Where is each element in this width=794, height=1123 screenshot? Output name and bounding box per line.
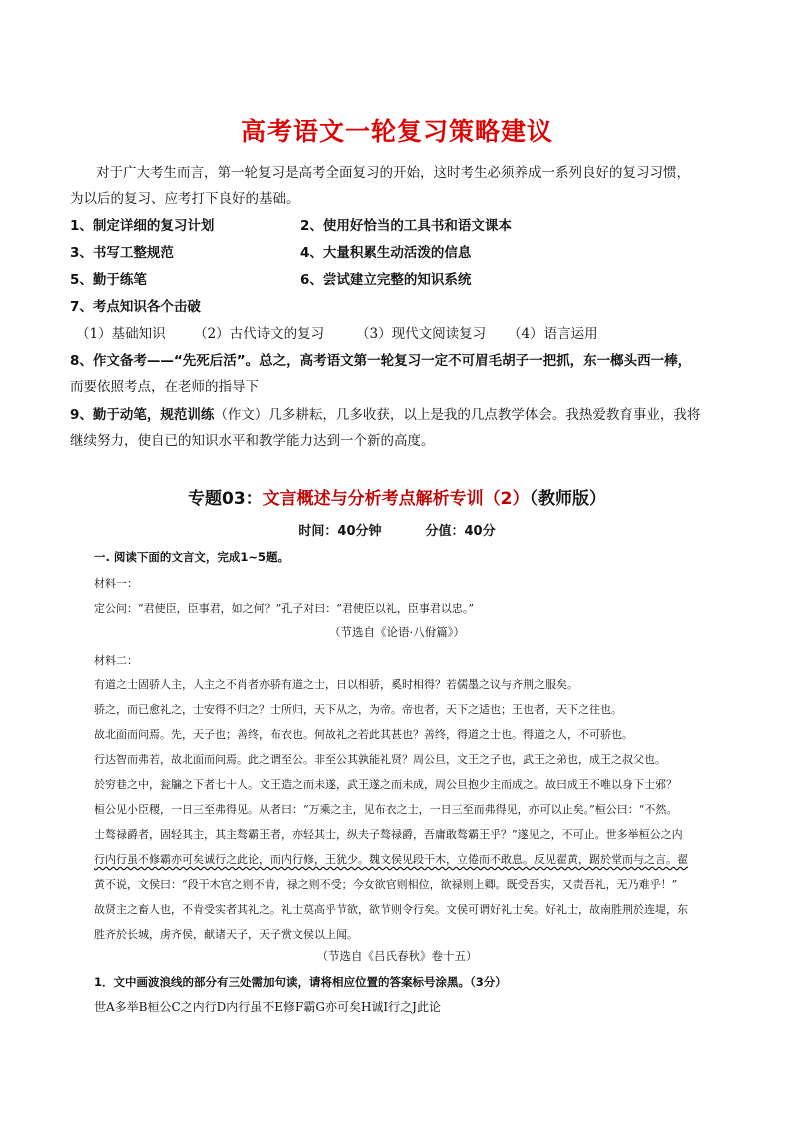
passage-line: 行达智而弗若，故北面而问焉。此之谓至公。非至公其孰能礼贤？周公旦，文王之子也，武王之弟也，成王之叔父也。 — [94, 753, 666, 766]
tip-2: 2、使用好恰当的工具书和语文课本 — [300, 218, 512, 234]
passage-line: 胜齐於长城，虏齐侯，献诸天子，天子赏文侯以上闻。 — [94, 928, 358, 941]
passage-line: 故贤主之畜人也，不肯受实者其礼之。礼士莫高乎节欲，欲节则令行矣。文侯可谓好礼士矣。好礼士，故南胜荆於连堤，东 — [94, 903, 688, 916]
tip-7: 7、考点知识各个击破 — [70, 299, 201, 315]
intro-line-1: 对于广大考生而言，第一轮复习是高考全面复习的开始，这时考生必须养成一系列良好的复习习惯， — [96, 165, 690, 181]
passage-line: 黄不说，文侯曰：“段干木官之则不肯，禄之则不受；今女欲官则相位，欲禄则上卿。既受吾实，又责吾礼，无乃难乎！” — [94, 878, 678, 891]
section-heading: 一. 阅读下面的文言文，完成1~5题。 — [94, 550, 290, 564]
tip-9-text: （作文）几多耕耘，几多收获，以上是我的几点教学体会。我热爱教育事业，我将 — [214, 407, 701, 423]
intro-line-2: 为以后的复习、应考打下良好的基础。 — [70, 191, 300, 207]
score-total: 分值：40分 — [425, 524, 496, 539]
tip-7-item: （4）语言运用 — [508, 326, 598, 342]
question-1-options: 世A多举B桓公C之内行D内行虽不E修F霸G亦可矣H诚I行之J此论 — [94, 1000, 441, 1014]
passage-line: 骄之，而已愈礼之，士安得不归之？士所归，天下从之，为帝。帝也者，天下之适也；王也者，天下之往也。 — [94, 703, 622, 716]
worksheet-title — [0, 484, 794, 509]
tip-5: 5、勤于练笔 — [70, 272, 147, 288]
tip-8-lead: 8、作文备考—— — [70, 353, 174, 369]
time-limit: 时间：40分钟 — [298, 524, 382, 539]
tip-9-line-1 — [70, 402, 700, 428]
tip-9-lead: 9、勤于动笔，规范训练 — [70, 407, 215, 423]
tip-8-line-1 — [70, 348, 691, 374]
tip-4: 4、大量积累生动活泼的信息 — [300, 245, 472, 261]
worksheet-title-suffix: （教师版） — [529, 489, 606, 509]
tip-7-item: （2）古代诗文的复习 — [194, 326, 325, 342]
material-2-label: 材料二： — [94, 654, 138, 667]
passage-line: 於穷巷之中，瓮牖之下者七十人。文王造之而未遂，武王遂之而未成，周公旦抱少主而成之。故曰成王不唯以身下士邪？ — [94, 778, 677, 791]
material-1-source: （节选自《论语·八佾篇》） — [329, 625, 465, 639]
tip-3: 3、书写工整规范 — [70, 245, 174, 261]
passage-line: 桓公见小臣稷，一日三至弗得见。从者曰：“万乘之主，见布衣之士，一日三至而弗得见，亦可以止矣。”桓公曰：“不然。 — [94, 803, 678, 816]
material-1-label: 材料一： — [94, 577, 138, 590]
worksheet-title-prefix: 专题03： — [188, 489, 263, 509]
tip-7-item: （1）基础知识 — [76, 326, 166, 342]
tip-8-line-2: 而要依照考点，在老师的指导下 — [70, 379, 259, 395]
tip-8-text: “先死后活”。总之，高考语文第一轮复习一定不可眉毛胡子一把抓，东一榔头西一棒， — [173, 353, 692, 369]
tip-7-item: （3）现代文阅读复习 — [356, 326, 487, 342]
passage-line-wavy: 行内行虽不修霸亦可矣诚行之此论，而内行修，王犹少。魏文侯见段干木，立倦而不敢息。反见翟黄，踞於堂而与之言。翟 — [94, 853, 688, 866]
question-1: 1．文中画波浪线的部分有三处需加句读，请将相应位置的答案标号涂黑。（3分） — [94, 975, 507, 989]
tip-1: 1、制定详细的复习计划 — [70, 218, 215, 234]
page-title: 高考语文一轮复习策略建议 — [240, 117, 553, 146]
material-1-text: 定公问：“君使臣，臣事君，如之何？”孔子对曰：“君使臣以礼，臣事君以忠。” — [94, 602, 474, 615]
passage-line: 有道之士固骄人主，人主之不肖者亦骄有道之士，日以相骄，奚时相得？若儒墨之议与齐荆之服矣。 — [94, 678, 578, 691]
passage-line: 士骜禄爵者，固轻其主，其主骜霸王者，亦轻其士，纵夫子骜禄爵，吾庸敢骜霸王乎？”遂见之，不可止。世多举桓公之内 — [94, 828, 683, 841]
tip-6: 6、尝试建立完整的知识系统 — [300, 272, 472, 288]
material-2-source: （节选自《吕氏春秋》卷十五） — [316, 949, 478, 963]
worksheet-title-topic: 文言概述与分析考点解析专训（2） — [262, 489, 530, 509]
tip-9-line-2: 继续努力，使自已的知识水平和教学能力达到一个新的高度。 — [70, 433, 435, 449]
passage-line: 故北面而问焉。先，天子也；善终，布衣也。何故礼之若此其甚也？善终，得道之士也。得道之人，不可骄也。 — [94, 728, 633, 741]
exam-meta — [0, 520, 794, 539]
